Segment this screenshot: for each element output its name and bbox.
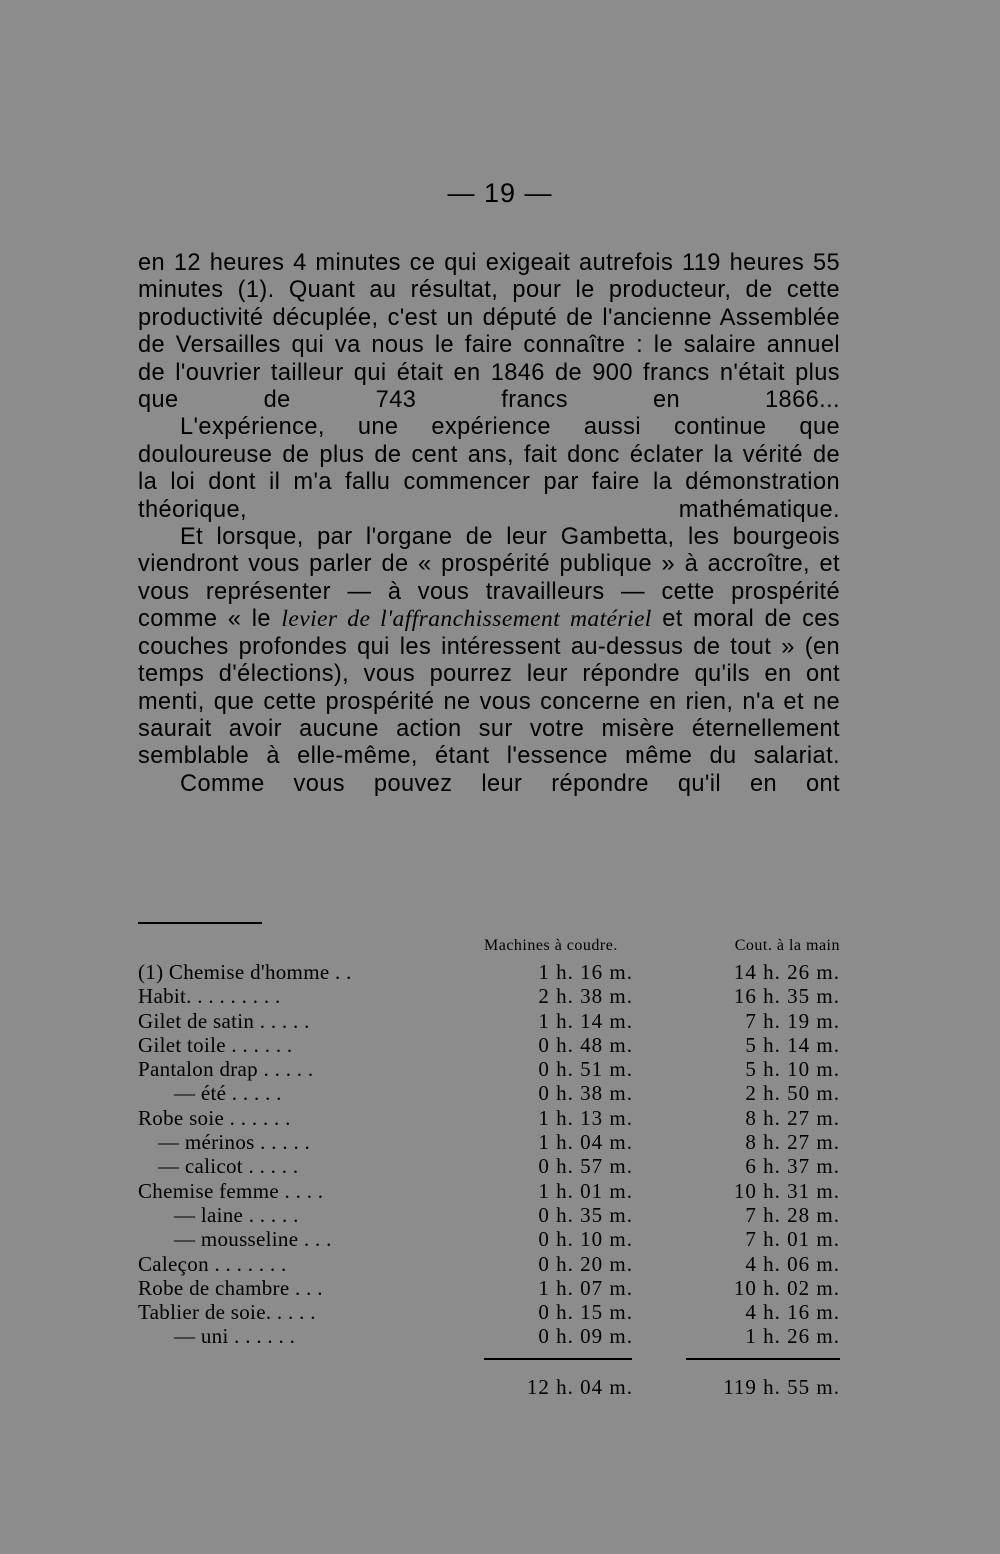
paragraph-3	[138, 524, 840, 771]
table-row	[138, 1276, 840, 1300]
footnote-separator	[138, 922, 262, 924]
paragraph-1: en 12 heures 4 minutes ce qui exigeait autrefois 119 heures 55 minutes (1). Quant au résultat, pour le producteur, de cette productivité décuplée, c'est un député de l'ancienne Assemblée de Versailles qui va nous le faire connaître : le salaire annuel de l'ouvrier tailleur qui était en 1846 de 900 francs n'était plus que de 743 francs en 1866...	[138, 250, 840, 414]
table-row	[138, 1252, 840, 1276]
table-row	[138, 1033, 840, 1057]
row-machine: 0 h. 57 m.	[538, 1154, 633, 1179]
row-label: — été . . . . .	[174, 1081, 282, 1106]
row-hand: 4 h. 16 m.	[745, 1300, 840, 1325]
header-hand: Cout. à la main	[734, 937, 840, 954]
total-machine: 12 h. 04 m.	[526, 1375, 633, 1399]
row-label: Tablier de soie. . . . .	[138, 1300, 316, 1325]
row-label: Gilet toile . . . . . .	[138, 1032, 293, 1057]
table-row	[138, 1009, 840, 1033]
table-row	[138, 960, 840, 984]
body-text	[138, 250, 840, 798]
row-label: Robe soie . . . . . .	[138, 1105, 291, 1130]
row-hand: 8 h. 27 m.	[745, 1105, 840, 1130]
row-label: — laine . . . . .	[174, 1202, 299, 1227]
table-row	[138, 1227, 840, 1251]
row-hand: 2 h. 50 m.	[745, 1081, 840, 1106]
paragraph-2: L'expérience, une expérience aussi continue que douloureuse de plus de cent ans, fait donc éclater la vérité de la loi dont il m'a fallu commencer par faire la démonstration théorique, mathématique.	[138, 414, 840, 523]
row-machine: 0 h. 10 m.	[538, 1227, 633, 1252]
row-label: — mousseline . . .	[174, 1227, 332, 1252]
row-label: Pantalon drap . . . . .	[138, 1057, 314, 1082]
row-hand: 7 h. 01 m.	[745, 1227, 840, 1252]
row-label: — uni . . . . . .	[174, 1324, 296, 1349]
table-row	[138, 984, 840, 1008]
row-machine: 2 h. 38 m.	[538, 984, 633, 1009]
footnote-header	[138, 934, 840, 960]
row-hand: 14 h. 26 m.	[733, 960, 840, 984]
page-number: — 19 —	[447, 178, 553, 208]
table-row	[138, 1203, 840, 1227]
row-hand: 7 h. 19 m.	[745, 1008, 840, 1033]
row-label: Caleçon . . . . . . .	[138, 1251, 287, 1276]
row-hand: 16 h. 35 m.	[733, 984, 840, 1009]
row-machine: 0 h. 09 m.	[538, 1324, 633, 1349]
row-label: — calicot . . . . .	[158, 1154, 299, 1179]
total-rule-hand	[686, 1358, 840, 1360]
row-hand: 10 h. 02 m.	[733, 1275, 840, 1300]
table-row	[138, 1130, 840, 1154]
table-row	[138, 1324, 840, 1348]
row-machine: 1 h. 07 m.	[538, 1275, 633, 1300]
paragraph-3-part-2: et moral de ces couches profondes qui les intéressent au-dessus de tout » (en temps d'élections), vous pourrez leur répondre qu'ils en ont menti, que cette prospérité ne vous concerne en rien, n'a et ne saurait avoir aucune action sur votre misère éternellement semblable à elle-même, étant l'essence même du salariat.	[138, 606, 841, 770]
row-machine: 1 h. 16 m.	[538, 960, 633, 984]
table-row	[138, 1106, 840, 1130]
row-machine: 0 h. 38 m.	[538, 1081, 633, 1106]
paragraph-3-part-1: Et lorsque, par l'organe de leur Gambetta, les bourgeois viendront vous parler de « prospérité publique » à accroître, et vous représenter — à vous travailleurs — cette prospérité comme « le	[138, 524, 840, 633]
total-rule-machine	[484, 1358, 632, 1360]
row-machine: 0 h. 20 m.	[538, 1251, 633, 1276]
row-hand: 8 h. 27 m.	[745, 1130, 840, 1155]
table-row	[138, 1057, 840, 1081]
row-machine: 1 h. 13 m.	[538, 1105, 633, 1130]
table-row	[138, 1300, 840, 1324]
row-label: — mérinos . . . . .	[158, 1130, 311, 1155]
total-hand: 119 h. 55 m.	[723, 1375, 840, 1399]
paragraph-3-italic: levier de l'affranchissement matériel	[281, 606, 652, 633]
row-hand: 1 h. 26 m.	[745, 1324, 840, 1349]
row-hand: 5 h. 14 m.	[745, 1032, 840, 1057]
row-hand: 10 h. 31 m.	[733, 1178, 840, 1203]
footnote-table	[138, 934, 840, 1399]
row-machine: 0 h. 48 m.	[538, 1032, 633, 1057]
paragraph-4: Comme vous pouvez leur répondre qu'il en ont	[180, 770, 840, 797]
row-hand: 6 h. 37 m.	[745, 1154, 840, 1179]
row-hand: 4 h. 06 m.	[745, 1251, 840, 1276]
total-row	[138, 1374, 840, 1400]
row-hand: 7 h. 28 m.	[745, 1202, 840, 1227]
table-row	[138, 1179, 840, 1203]
row-label: Gilet de satin . . . . .	[138, 1008, 310, 1033]
row-machine: 1 h. 14 m.	[538, 1008, 633, 1033]
row-label: Chemise femme . . . .	[138, 1178, 324, 1203]
header-machines: Machines à coudre.	[484, 937, 618, 954]
row-machine: 1 h. 04 m.	[538, 1130, 633, 1155]
row-label: Robe de chambre . . .	[138, 1275, 323, 1300]
row-machine: 1 h. 01 m.	[538, 1178, 633, 1203]
row-machine: 0 h. 15 m.	[538, 1300, 633, 1325]
row-machine: 0 h. 35 m.	[538, 1202, 633, 1227]
table-row	[138, 1154, 840, 1178]
table-row	[138, 1081, 840, 1105]
row-label: (1) Chemise d'homme . .	[138, 960, 352, 984]
row-machine: 0 h. 51 m.	[538, 1057, 633, 1082]
row-label: Habit. . . . . . . . .	[138, 984, 281, 1009]
row-hand: 5 h. 10 m.	[745, 1057, 840, 1082]
